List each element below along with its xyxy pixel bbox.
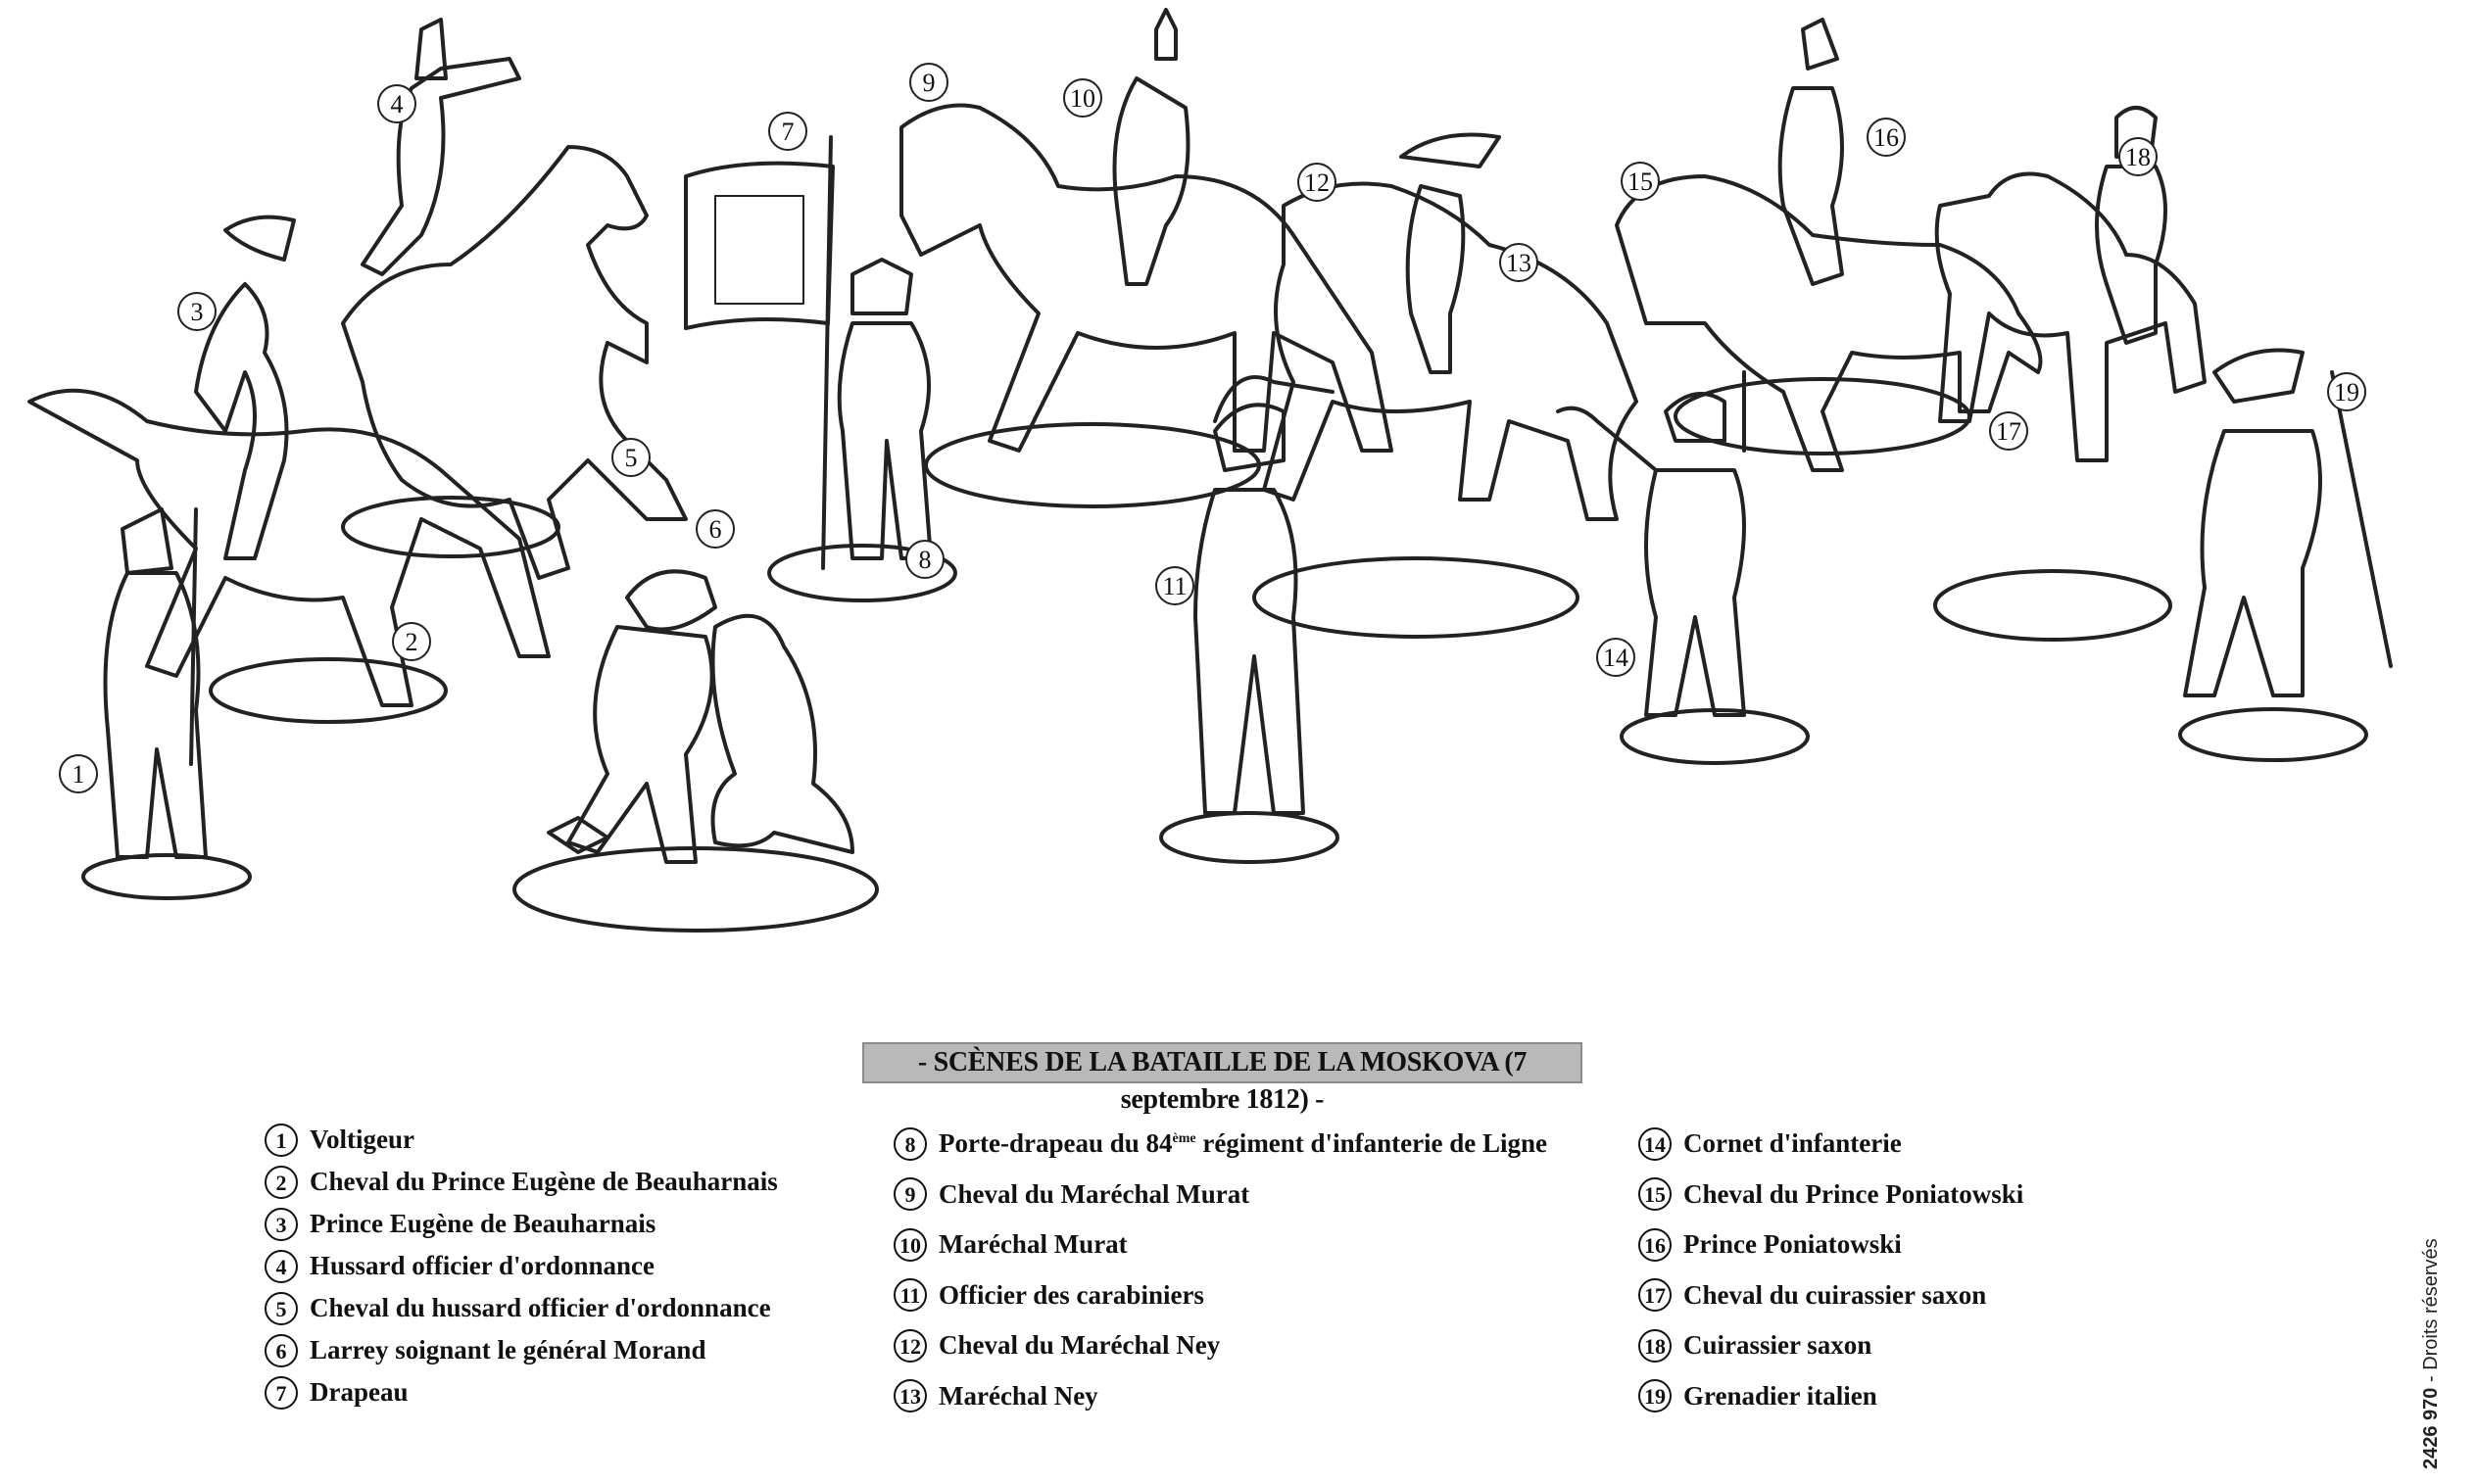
base-carabinier [1161, 813, 1337, 862]
legend-item [265, 1245, 778, 1287]
legend-item [265, 1203, 778, 1245]
legend-number: 18 [1638, 1329, 1672, 1363]
legend-number: 10 [894, 1228, 927, 1262]
marker-19: 19 [2327, 372, 2366, 411]
base-cornet [1622, 710, 1808, 763]
legend-item [894, 1320, 1547, 1371]
legend-label: Prince Poniatowski [1683, 1229, 1902, 1260]
figure-larrey-morand [549, 571, 852, 862]
copyright-notice [2420, 1175, 2443, 1469]
copyright-code: 2426 970 [2420, 1387, 2442, 1469]
marker-14: 14 [1596, 638, 1635, 677]
legend-column-2 [894, 1119, 1547, 1421]
legend-item [894, 1270, 1547, 1321]
legend-item [265, 1371, 778, 1413]
legend-number: 13 [894, 1379, 927, 1412]
legend-label: Voltigeur [310, 1125, 414, 1154]
marker-16: 16 [1867, 118, 1906, 157]
marker-17: 17 [1989, 411, 2028, 451]
legend-item [265, 1287, 778, 1329]
legend-number: 2 [265, 1166, 298, 1199]
legend-number: 12 [894, 1329, 927, 1363]
base-voltigeur [83, 855, 250, 898]
legend-label: Cuirassier saxon [1683, 1330, 1872, 1361]
legend-number: 17 [1638, 1278, 1672, 1312]
legend-number: 7 [265, 1376, 298, 1410]
scene-title-banner: - SCÈNES DE LA BATAILLE DE LA MOSKOVA (7 septembre 1812) - [862, 1042, 1582, 1083]
legend-label: Cheval du Prince Eugène de Beauharnais [310, 1167, 778, 1196]
legend-number: 3 [265, 1208, 298, 1241]
base-grenadier [2180, 709, 2366, 760]
legend-item [894, 1371, 1547, 1422]
marker-8: 8 [905, 540, 945, 579]
legend-item [894, 1220, 1547, 1270]
figure-carabinier [1195, 405, 1303, 813]
legend-number: 1 [265, 1124, 298, 1157]
figure-cornet [1558, 372, 1744, 715]
legend-item [894, 1170, 1547, 1221]
figure-murat-horse [901, 10, 1391, 451]
legend-item [1638, 1371, 2023, 1422]
legend-item [894, 1119, 1547, 1170]
legend-label [939, 1128, 1547, 1159]
figure-flag-bearer [686, 137, 931, 568]
legend-label: Grenadier italien [1683, 1380, 1877, 1411]
marker-10: 10 [1063, 78, 1102, 118]
base-saxon-horse [1935, 571, 2170, 640]
legend-item [1638, 1170, 2023, 1221]
legend-label: Larrey soignant le général Morand [310, 1335, 706, 1364]
marker-7: 7 [768, 112, 807, 151]
marker-11: 11 [1155, 566, 1194, 605]
figure-poniatowski-horse [1617, 20, 2041, 470]
legend-number: 8 [894, 1127, 927, 1161]
legend-label: Cheval du cuirassier saxon [1683, 1279, 1987, 1310]
legend-number: 14 [1638, 1127, 1672, 1161]
marker-5: 5 [611, 438, 651, 477]
marker-15: 15 [1621, 162, 1660, 201]
legend-number: 5 [265, 1292, 298, 1325]
legend-label: Cheval du hussard officier d'ordonnance [310, 1293, 771, 1322]
legend-item [1638, 1270, 2023, 1321]
legend-label: Prince Eugène de Beauharnais [310, 1209, 656, 1238]
marker-1: 1 [59, 754, 98, 793]
marker-18: 18 [2118, 137, 2158, 176]
legend-label: Maréchal Ney [939, 1380, 1098, 1411]
marker-9: 9 [909, 63, 948, 102]
legend-item [1638, 1220, 2023, 1270]
legend-item [1638, 1320, 2023, 1371]
legend-number: 6 [265, 1334, 298, 1367]
legend-label: Cheval du Prince Poniatowski [1683, 1178, 2024, 1209]
legend-number: 11 [894, 1278, 927, 1312]
legend-item [265, 1329, 778, 1371]
marker-3: 3 [177, 292, 217, 331]
legend-label-pre: Porte-drapeau du 84 [939, 1128, 1173, 1159]
legend-column-3 [1638, 1119, 2023, 1421]
legend-item [265, 1119, 778, 1161]
legend-number: 19 [1638, 1379, 1672, 1412]
marker-4: 4 [377, 84, 416, 123]
legend-label: Cornet d'infanterie [1683, 1128, 1902, 1159]
legend-label: Officier des carabiniers [939, 1279, 1204, 1310]
legend-item [1638, 1119, 2023, 1170]
legend-column-1 [265, 1119, 778, 1413]
legend-label: Cheval du Maréchal Murat [939, 1178, 1250, 1209]
marker-2: 2 [392, 622, 431, 661]
marker-13: 13 [1499, 243, 1538, 282]
legend-label: Hussard officier d'ordonnance [310, 1251, 655, 1280]
legend-number: 15 [1638, 1177, 1672, 1211]
legend-label: Drapeau [310, 1377, 409, 1407]
legend-number: 4 [265, 1250, 298, 1283]
legend-item [265, 1161, 778, 1203]
legend-label: Maréchal Murat [939, 1229, 1128, 1260]
copyright-text: - Droits réservés [2420, 1238, 2442, 1388]
legend-label: Cheval du Maréchal Ney [939, 1330, 1221, 1361]
base-ney-horse [1254, 558, 1578, 637]
base-murat-horse [926, 424, 1259, 506]
legend-label-sup: ème [1172, 1131, 1196, 1147]
figure-saxon-horse [1937, 108, 2205, 460]
marker-6: 6 [696, 509, 735, 549]
legend-number: 9 [894, 1177, 927, 1211]
marker-12: 12 [1297, 163, 1336, 202]
legend-label-post: régiment d'infanterie de Ligne [1195, 1128, 1548, 1159]
legend-number: 16 [1638, 1228, 1672, 1262]
